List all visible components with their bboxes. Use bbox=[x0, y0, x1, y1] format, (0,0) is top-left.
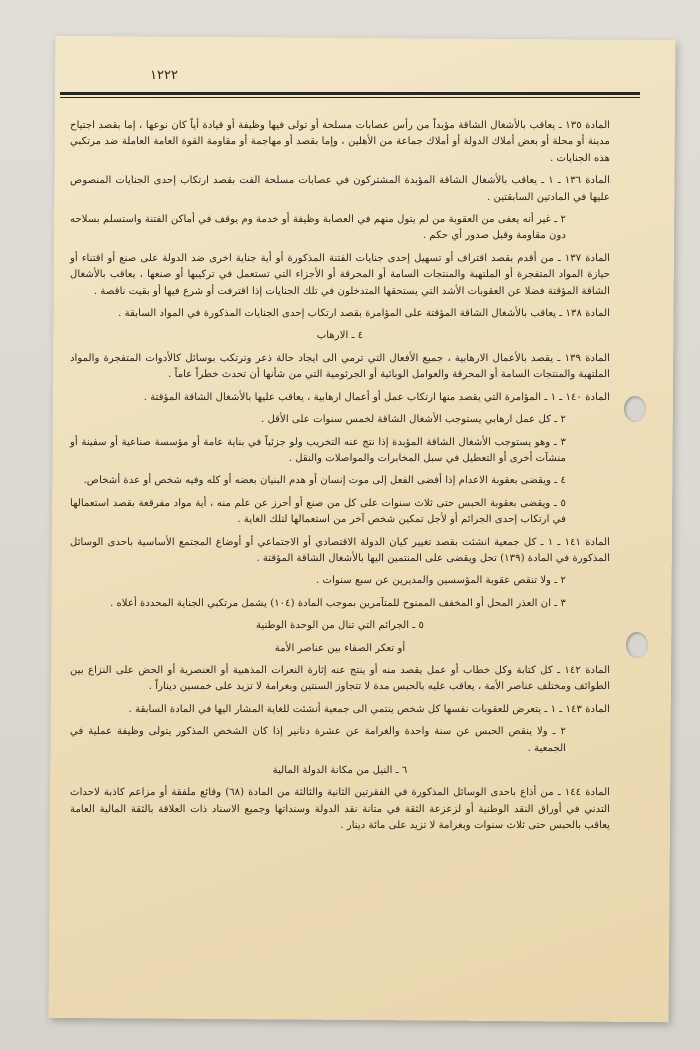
section-heading: ٦ ـ النيل من مكانة الدولة المالية bbox=[272, 765, 408, 776]
article-paragraph: المادة ١٣٥ ـ يعاقب بالأشغال الشاقة مؤبداً من رأس عصابات مسلحة أو تولى فيها وظيفة أو قيادة أياً كان نوعها ، إما بقصد اجتياح مدينة أو محلة أو بعض أملاك الدولة أو أملاك جماعة من الأهلين ، وإما بقصد أو مهاجمة أو مقاومة القوة العامة العاملة ضد مرتكبي هذه الجنايات . bbox=[70, 120, 610, 164]
header-rule bbox=[60, 92, 640, 95]
punch-hole bbox=[626, 632, 648, 658]
article-paragraph: المادة ١٤٣ ـ ١ ـ يتعرض للعقوبات نفسها كل شخص ينتمي الى جمعية أنشئت للغاية المشار اليها في المادة السابقة . bbox=[128, 703, 610, 715]
section-heading: ٤ ـ الارهاب bbox=[316, 330, 364, 342]
article-subparagraph: ٤ ـ ويقضى بعقوبة الاعدام إذا أفضى الفعل إلى موت إنسان أو هدم البنيان بعضه أو كله وفيه شخص أو عدة أشخاص. bbox=[83, 475, 566, 487]
article-paragraph: المادة ١٤٤ ـ من أذاع باحدى الوسائل المذكورة في الفقرتين الثانية والثالثة من المادة (٦٨) وقائع ملفقة أو مزاعم كاذبة لاحداث التدني في أوراق النقد الوطنية أو لزعزعة الثقة في متانة نقد الدولة وسنداتها وجميع الاسناد ذات العلاقة بالثقة المالية العامة يعاقب بالحبس حتى ثلاث سنوات وبغرامة لا تزيد على مائة دينار . bbox=[70, 787, 611, 832]
section-heading: أو تعكر الصفاء بين عناصر الأمة bbox=[274, 642, 406, 654]
article-subparagraph: ٥ ـ ويقضى بعقوبة الحبس حتى ثلاث سنوات على كل من صنع أو أحرز عن علم منه ، أية مواد مفرقعة بقصد استعمالها في ارتكاب إحدى الجرائم أو لأجل تمكين شخص آخر من استعمالها لتلك الغاية . bbox=[70, 497, 566, 526]
article-paragraph: المادة ١٤٠ ـ ١ ـ المؤامرة التي يقصد منها ارتكاب عمل أو أعمال ارهابية ، يعاقب عليها بالأشغال الشاقة المؤقتة . bbox=[143, 391, 610, 403]
page-header bbox=[60, 68, 640, 108]
article-paragraph: المادة ١٤١ ـ ١ ـ كل جمعية انشئت بقصد تغيير كيان الدولة الاقتصادي أو الاجتماعي أو أوضاع المجتمع الأساسية باحدى الوسائل المذكورة في المادة (١٣٩) تحل ويقضى على المنتمين اليها بالأشغال الشاقة المؤقتة . bbox=[70, 536, 610, 564]
article-subparagraph: ٣ ـ وهو يستوجب الأشغال الشاقة المؤبدة إذا نتج عنه التخريب ولو جزئياً في بناية عامة أو مؤسسة صناعية أو سفينة أو منشآت أخرى أو التعطيل في سبل المخابرات والمواصلات والنقل . bbox=[70, 436, 566, 464]
page-number: ١٢٢٢ bbox=[150, 68, 178, 83]
article-paragraph: المادة ١٣٨ ـ يعاقب بالأشغال الشاقة المؤقتة على المؤامرة بقصد ارتكاب إحدى الجنايات المذكورة في المواد السابقة . bbox=[118, 308, 610, 320]
article-paragraph: المادة ١٣٦ ـ ١ ـ يعاقب بالأشغال الشاقة المؤبدة المشتركون في عصابات مسلحة الفت بقصد ارتكاب إحدى الجنايات المنصوص عليها في المادتين السابقتين . bbox=[70, 175, 610, 203]
article-subparagraph: ٢ ـ ولا تنقص عقوبة المؤسسين والمديرين عن سبع سنوات . bbox=[316, 575, 566, 587]
section-heading: ٥ ـ الجرائم التي تنال من الوحدة الوطنية bbox=[256, 620, 424, 632]
article-subparagraph: ٢ ـ غير أنه يعفى من العقوبة من لم يتول منهم في العصابة وظيفة أو خدمة وم يوقف في أماكن الفتنة واستسلم بسلاحه دون مقاومة وقبل صدور أي حكم . bbox=[70, 214, 566, 242]
article-paragraph: المادة ١٣٩ ـ يقصد بالأعمال الارهابية ، جميع الأفعال التي ترمي الى ايجاد حالة ذعر وترتكب بوسائل كالأدوات المتفجرة والمواد الملتهبة والمنتجات السامة أو المحرقة والعوامل الوبائية أو الجرثومية التي من شأنها أن تحدث خطراً عاماً . bbox=[70, 352, 610, 381]
header-rule-thin bbox=[60, 97, 640, 98]
article-paragraph: المادة ١٤٢ ـ كل كتابة وكل خطاب أو عمل يقصد منه أو ينتج عنه إثارة النعرات المذهبية أو العنصرية أو الحض على النزاع بين الطوائف ومختلف عناصر الأمة ، يعاقب عليه بالحبس مدة لا تتجاوز السنتين وبغرامة لا تزيد على خمسين ديناراً . bbox=[70, 664, 610, 693]
article-subparagraph: ٢ ـ كل عمل ارهابي يستوجب الأشغال الشاقة لخمس سنوات على الأقل . bbox=[260, 414, 566, 426]
punch-hole bbox=[624, 396, 646, 422]
article-subparagraph: ٢ ـ ولا ينقص الحبس عن سنة واحدة والغرامة عن عشرة دنانير إذا كان الشخص المذكور يتولى وظيفة عملية في الجمعية . bbox=[70, 726, 566, 754]
article-subparagraph: ٣ ـ ان العذر المحل أو المخفف الممنوح للمتآمرين بموجب المادة (١٠٤) يشمل مرتكبي الجناية المحددة أعلاه . bbox=[109, 597, 566, 609]
article-paragraph: المادة ١٣٧ ـ من أقدم بقصد اقتراف أو تسهيل إحدى جنايات الفتنة المذكورة أو أية جناية اخرى ضد الدولة على صنع أو اقتناء أو حيازة المواد المتفجرة أو الملتهبة والمنتجات السامة أو المحرقة أو الأجزاء التي تستعمل في تركيبها أو صنعها ، يعاقب بالأشغال الشاقة المؤقتة فضلا عن العقوبات الأشد التي يستحقها المتدخلون في تلك الجنايات إذا اقترفت أو شرع فيها أو بقيت ناقصة . bbox=[70, 252, 611, 297]
document-body bbox=[70, 118, 610, 841]
